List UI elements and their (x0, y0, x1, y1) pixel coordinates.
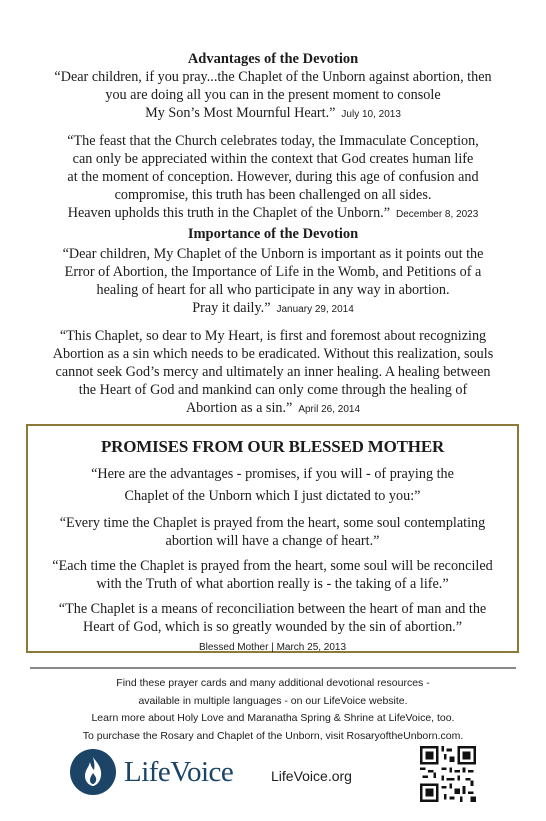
lifevoice-logo[interactable] (70, 746, 233, 798)
advantages-quote-1: “Dear children, if you pray...the Chaplet of the Unborn against abortion, then you are doing all you can in the present moment to console My Son’s Most Mournful Heart.” July 10, 2013 (54, 69, 492, 121)
footer-text: Find these prayer cards and many additional devotional resources - available in multiple languages - on our LifeVoice website. Learn more about Holy Love and Maranatha Spring & Shrine at LifeVoice, too. To purchase the Rosary and Chaplet of the Unborn, visit RosaryoftheUnborn.com. (82, 677, 464, 742)
quote-date: April 26, 2014 (298, 404, 361, 415)
promises-signature: Blessed Mother | March 25, 2013 (198, 642, 347, 653)
importance-section (28, 225, 518, 419)
flame-icon (70, 749, 116, 795)
promises-box (26, 424, 519, 653)
quote-date: December 8, 2023 (396, 209, 479, 220)
quote-date: July 10, 2013 (341, 109, 401, 120)
footer-divider (30, 667, 516, 669)
importance-heading: Importance of the Devotion (187, 226, 359, 242)
brand-name: LifeVoice (124, 755, 234, 788)
advantages-section (28, 50, 518, 224)
advantages-heading: Advantages of the Devotion (187, 51, 359, 67)
importance-quote-1: “Dear children, My Chaplet of the Unborn is important as it points out the Error of Abortion, the Importance of Life in the Womb, and Petitions of a healing of heart for all who participate in any way in abortion. Pray it daily.” January 29, 2014 (62, 246, 484, 316)
promises-heading: PROMISES FROM OUR BLESSED MOTHER (100, 437, 445, 456)
website-link[interactable]: LifeVoice.org (271, 768, 352, 784)
quote-date: January 29, 2014 (276, 304, 354, 315)
promise-1: “Every time the Chaplet is prayed from the heart, some soul contemplating abortion will have a change of heart.” (59, 515, 486, 549)
importance-quote-2: “This Chaplet, so dear to My Heart, is first and foremost about recognizing Abortion as a sin which needs to be eradicated. Without this realization, souls cannot seek God’s mercy and ultimately an inner healing. A healing between the Heart of God and mankind can only come through the healing of Abortion as a sin.” April 26, 2014 (52, 328, 494, 416)
promise-2: “Each time the Chaplet is prayed from the heart, some soul will be reconciled with the Truth of what abortion really is - the taking of a life.” (52, 558, 493, 592)
promise-3: “The Chaplet is a means of reconciliation between the heart of man and the Heart of God, which is so greatly wounded by the sin of abortion.” (58, 601, 487, 635)
qr-code-icon[interactable] (420, 746, 476, 802)
advantages-quote-2: “The feast that the Church celebrates today, the Immaculate Conception, can only be appreciated within the context that God creates human life at the moment of conception. However, during this age of confusion and compromise, this truth has been challenged on all sides. Heaven upholds this truth in the Chaplet of the Unborn.” December 8, 2023 (67, 133, 479, 221)
promises-intro: “Here are the advantages - promises, if you will - of praying the Chaplet of the Unborn which I just dictated to you:” (91, 466, 454, 504)
